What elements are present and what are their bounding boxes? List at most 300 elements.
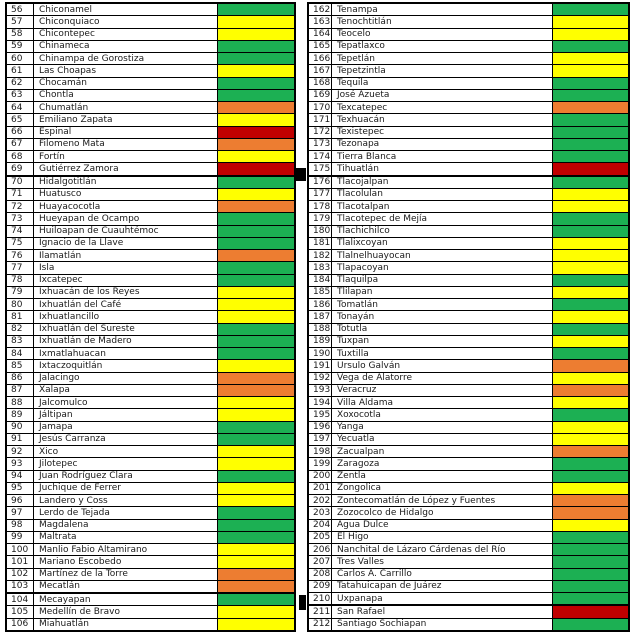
table-row [309, 543, 628, 555]
table-row [7, 543, 294, 555]
status-cell [553, 385, 628, 396]
municipality-name: Tuxtilla [332, 348, 553, 359]
row-number: 106 [7, 619, 34, 630]
table-row [7, 113, 294, 125]
row-number: 166 [309, 53, 332, 64]
municipality-name: Jesús Carranza [34, 434, 218, 445]
table-row [309, 200, 628, 212]
municipality-name: Ignacio de la Llave [34, 238, 218, 249]
table-row [309, 249, 628, 261]
row-number: 94 [7, 471, 34, 482]
table-row [309, 396, 628, 408]
table-row [309, 101, 628, 113]
municipality-name: Ixhuatlán del Café [34, 299, 218, 310]
status-cell [218, 287, 294, 298]
row-number: 95 [7, 483, 34, 494]
status-cell [553, 163, 628, 174]
table-row [309, 212, 628, 224]
status-cell [218, 163, 294, 174]
table-row [309, 77, 628, 89]
status-cell [218, 139, 294, 150]
table-row [309, 470, 628, 482]
table-junction-mark-bottom [299, 595, 306, 610]
table-row [7, 470, 294, 482]
municipality-name: Vega de Alatorre [332, 373, 553, 384]
municipality-name: San Rafael [332, 606, 553, 617]
status-cell [218, 226, 294, 237]
row-number: 205 [309, 532, 332, 543]
status-cell [218, 262, 294, 273]
table-row [7, 200, 294, 212]
status-cell [553, 287, 628, 298]
table-row [7, 519, 294, 531]
row-number: 209 [309, 581, 332, 592]
status-cell [218, 336, 294, 347]
status-cell [218, 569, 294, 580]
row-number: 187 [309, 311, 332, 322]
table-row [309, 261, 628, 273]
municipality-name: Tres Valles [332, 556, 553, 567]
row-number: 56 [7, 4, 34, 15]
status-cell [218, 311, 294, 322]
row-number: 189 [309, 336, 332, 347]
status-cell [553, 114, 628, 125]
status-cell [553, 90, 628, 101]
row-number: 101 [7, 556, 34, 567]
row-number: 199 [309, 458, 332, 469]
municipality-name: Maltrata [34, 532, 218, 543]
status-cell [553, 606, 628, 617]
municipality-name: Tuxpan [332, 336, 553, 347]
table-row [7, 555, 294, 567]
municipality-name: Tepatlaxco [332, 41, 553, 52]
municipality-name: Teocelo [332, 29, 553, 40]
row-number: 200 [309, 471, 332, 482]
status-cell [218, 397, 294, 408]
status-cell [218, 53, 294, 64]
status-cell [553, 275, 628, 286]
status-cell [553, 4, 628, 15]
status-cell [553, 446, 628, 457]
row-number: 206 [309, 544, 332, 555]
status-cell [553, 29, 628, 40]
row-number: 204 [309, 520, 332, 531]
table-row [7, 126, 294, 138]
municipality-name: Ixhuatlán de Madero [34, 336, 218, 347]
status-cell [218, 594, 294, 605]
municipality-name: Villa Aldama [332, 397, 553, 408]
municipality-name: Xoxocotla [332, 409, 553, 420]
row-number: 99 [7, 532, 34, 543]
table-row [309, 433, 628, 445]
row-number: 185 [309, 287, 332, 298]
municipality-name: Tlachichilco [332, 226, 553, 237]
row-number: 174 [309, 151, 332, 162]
row-number: 87 [7, 385, 34, 396]
row-number: 203 [309, 507, 332, 518]
status-cell [553, 532, 628, 543]
row-number: 211 [309, 606, 332, 617]
status-cell [218, 177, 294, 188]
status-cell [218, 532, 294, 543]
row-number: 202 [309, 495, 332, 506]
status-cell [553, 324, 628, 335]
table-row [7, 506, 294, 518]
status-cell [553, 238, 628, 249]
municipality-table-right [307, 2, 630, 632]
municipality-name: Chiconquiaco [34, 16, 218, 27]
municipality-name: Zaragoza [332, 458, 553, 469]
table-row [7, 175, 294, 188]
municipality-name: Gutiérrez Zamora [34, 163, 218, 174]
municipality-name: Las Choapas [34, 65, 218, 76]
status-cell [553, 139, 628, 150]
status-cell [553, 495, 628, 506]
municipality-table-left [5, 2, 296, 632]
status-cell [218, 275, 294, 286]
municipality-name: Tlapacoyan [332, 262, 553, 273]
table-row [7, 347, 294, 359]
table-row [309, 421, 628, 433]
row-number: 163 [309, 16, 332, 27]
row-number: 62 [7, 78, 34, 89]
table-row [309, 347, 628, 359]
municipality-name: Hueyapan de Ocampo [34, 213, 218, 224]
status-cell [218, 78, 294, 89]
municipality-name: Ixtaczoquitlán [34, 360, 218, 371]
table-row [309, 237, 628, 249]
table-row [309, 113, 628, 125]
row-number: 105 [7, 606, 34, 617]
status-cell [218, 41, 294, 52]
municipality-name: Tepetlán [332, 53, 553, 64]
row-number: 176 [309, 177, 332, 188]
status-cell [218, 495, 294, 506]
row-number: 169 [309, 90, 332, 101]
status-cell [553, 483, 628, 494]
municipality-name: Tlalnelhuayocan [332, 250, 553, 261]
status-cell [553, 16, 628, 27]
municipality-name: Texcatepec [332, 102, 553, 113]
table-row [309, 592, 628, 604]
row-number: 167 [309, 65, 332, 76]
status-cell [218, 4, 294, 15]
municipality-name: Ilamatlán [34, 250, 218, 261]
municipality-name: Totutla [332, 324, 553, 335]
row-number: 97 [7, 507, 34, 518]
row-number: 162 [309, 4, 332, 15]
row-number: 69 [7, 163, 34, 174]
table-row [7, 618, 294, 630]
table-row [309, 531, 628, 543]
row-number: 208 [309, 569, 332, 580]
row-number: 193 [309, 385, 332, 396]
table-row [309, 506, 628, 518]
row-number: 75 [7, 238, 34, 249]
row-number: 172 [309, 127, 332, 138]
municipality-name: Ixhuatlán del Sureste [34, 324, 218, 335]
row-number: 207 [309, 556, 332, 567]
status-cell [553, 127, 628, 138]
status-cell [553, 434, 628, 445]
municipality-name: Tatahuicapan de Juárez [332, 581, 553, 592]
table-row [309, 372, 628, 384]
municipality-name: Chiconamel [34, 4, 218, 15]
row-number: 85 [7, 360, 34, 371]
municipality-name: Chontla [34, 90, 218, 101]
row-number: 186 [309, 299, 332, 310]
table-row [309, 445, 628, 457]
status-cell [553, 422, 628, 433]
status-cell [553, 250, 628, 261]
row-number: 192 [309, 373, 332, 384]
municipality-name: Uxpanapa [332, 593, 553, 604]
status-cell [218, 299, 294, 310]
row-number: 196 [309, 422, 332, 433]
status-cell [553, 262, 628, 273]
table-row [7, 150, 294, 162]
table-row [7, 40, 294, 52]
municipality-name: Medellín de Bravo [34, 606, 218, 617]
table-row [309, 298, 628, 310]
status-cell [553, 556, 628, 567]
row-number: 74 [7, 226, 34, 237]
table-row [309, 126, 628, 138]
table-row [7, 52, 294, 64]
table-row [309, 408, 628, 420]
municipality-name: Mariano Escobedo [34, 556, 218, 567]
table-row [309, 15, 628, 27]
table-row [7, 310, 294, 322]
status-cell [553, 373, 628, 384]
municipality-name: Martínez de la Torre [34, 569, 218, 580]
municipality-name: Yanga [332, 422, 553, 433]
status-cell [218, 507, 294, 518]
municipality-name: Texhuacán [332, 114, 553, 125]
municipality-name: Tenampa [332, 4, 553, 15]
table-row [7, 372, 294, 384]
status-cell [218, 619, 294, 630]
status-cell [218, 189, 294, 200]
table-row [7, 286, 294, 298]
row-number: 58 [7, 29, 34, 40]
table-row [7, 457, 294, 469]
status-cell [553, 348, 628, 359]
status-cell [553, 569, 628, 580]
row-number: 66 [7, 127, 34, 138]
municipality-name: Espinal [34, 127, 218, 138]
table-row [7, 408, 294, 420]
status-cell [218, 422, 294, 433]
status-cell [218, 446, 294, 457]
table-row [309, 150, 628, 162]
table-row [7, 77, 294, 89]
municipality-name: Mecatlán [34, 581, 218, 592]
status-cell [218, 29, 294, 40]
table-row [309, 274, 628, 286]
row-number: 179 [309, 213, 332, 224]
table-row [309, 568, 628, 580]
table-row [7, 421, 294, 433]
status-cell [553, 151, 628, 162]
table-row [7, 274, 294, 286]
status-cell [218, 360, 294, 371]
table-row [309, 28, 628, 40]
municipality-name: Jáltipan [34, 409, 218, 420]
table-row [7, 335, 294, 347]
status-cell [218, 238, 294, 249]
status-cell [218, 409, 294, 420]
table-row [309, 359, 628, 371]
status-cell [218, 90, 294, 101]
status-cell [553, 471, 628, 482]
row-number: 73 [7, 213, 34, 224]
status-cell [218, 483, 294, 494]
row-number: 170 [309, 102, 332, 113]
table-row [309, 52, 628, 64]
municipality-name: El Higo [332, 532, 553, 543]
table-row [7, 433, 294, 445]
status-cell [553, 102, 628, 113]
municipality-name: Ixhuacán de los Reyes [34, 287, 218, 298]
table-row [7, 605, 294, 617]
municipality-name: Lerdo de Tejada [34, 507, 218, 518]
status-cell [218, 581, 294, 592]
row-number: 190 [309, 348, 332, 359]
table-row [7, 261, 294, 273]
municipality-name: Xalapa [34, 385, 218, 396]
row-number: 195 [309, 409, 332, 420]
row-number: 175 [309, 163, 332, 174]
row-number: 79 [7, 287, 34, 298]
table-row [309, 4, 628, 15]
row-number: 191 [309, 360, 332, 371]
status-cell [553, 458, 628, 469]
municipality-name: Tlacotepec de Mejía [332, 213, 553, 224]
status-cell [553, 41, 628, 52]
municipality-name: Landero y Coss [34, 495, 218, 506]
status-cell [218, 458, 294, 469]
table-row [309, 64, 628, 76]
row-number: 171 [309, 114, 332, 125]
row-number: 81 [7, 311, 34, 322]
status-cell [218, 102, 294, 113]
municipality-name: Jalcomulco [34, 397, 218, 408]
table-row [309, 519, 628, 531]
status-cell [553, 360, 628, 371]
municipality-name: Mecayapan [34, 594, 218, 605]
status-cell [553, 544, 628, 555]
row-number: 90 [7, 422, 34, 433]
table-row [309, 482, 628, 494]
row-number: 78 [7, 275, 34, 286]
row-number: 70 [7, 177, 34, 188]
status-cell [218, 606, 294, 617]
municipality-name: Ixmatlahuacan [34, 348, 218, 359]
municipality-name: Magdalena [34, 520, 218, 531]
table-row [7, 101, 294, 113]
row-number: 72 [7, 201, 34, 212]
status-cell [218, 65, 294, 76]
row-number: 89 [7, 409, 34, 420]
row-number: 65 [7, 114, 34, 125]
table-junction-mark-top [295, 168, 306, 181]
row-number: 164 [309, 29, 332, 40]
table-row [7, 396, 294, 408]
municipality-name: Huatusco [34, 189, 218, 200]
municipality-name: Nanchital de Lázaro Cárdenas del Río [332, 544, 553, 555]
status-cell [218, 16, 294, 27]
row-number: 80 [7, 299, 34, 310]
row-number: 84 [7, 348, 34, 359]
table-row [309, 188, 628, 200]
row-number: 98 [7, 520, 34, 531]
row-number: 61 [7, 65, 34, 76]
status-cell [218, 324, 294, 335]
status-cell [553, 53, 628, 64]
status-cell [553, 177, 628, 188]
table-row [7, 445, 294, 457]
municipality-name: Tepetzintla [332, 65, 553, 76]
status-cell [553, 397, 628, 408]
table-row [309, 286, 628, 298]
status-cell [218, 373, 294, 384]
status-cell [218, 250, 294, 261]
table-row [7, 162, 294, 174]
municipality-name: Tihuatlán [332, 163, 553, 174]
table-row [7, 28, 294, 40]
row-number: 82 [7, 324, 34, 335]
table-row [7, 225, 294, 237]
municipality-name: Juchique de Ferrer [34, 483, 218, 494]
row-number: 71 [7, 189, 34, 200]
status-cell [218, 213, 294, 224]
status-cell [218, 434, 294, 445]
table-row [7, 323, 294, 335]
table-row [7, 89, 294, 101]
table-row [309, 494, 628, 506]
municipality-name: Tonayán [332, 311, 553, 322]
row-number: 184 [309, 275, 332, 286]
municipality-name: Chinampa de Gorostiza [34, 53, 218, 64]
status-cell [218, 544, 294, 555]
municipality-name: Zentla [332, 471, 553, 482]
status-cell [553, 507, 628, 518]
table-row [7, 188, 294, 200]
municipality-name: Emiliano Zapata [34, 114, 218, 125]
table-row [7, 138, 294, 150]
row-number: 77 [7, 262, 34, 273]
row-number: 64 [7, 102, 34, 113]
municipality-name: Jalacingo [34, 373, 218, 384]
table-row [309, 555, 628, 567]
table-row [309, 175, 628, 188]
table-row [7, 249, 294, 261]
row-number: 178 [309, 201, 332, 212]
row-number: 96 [7, 495, 34, 506]
table-row [309, 162, 628, 174]
municipality-name: Zontecomatlán de López y Fuentes [332, 495, 553, 506]
municipality-name: José Azueta [332, 90, 553, 101]
table-row [309, 225, 628, 237]
municipality-name: Veracruz [332, 385, 553, 396]
municipality-name: Ursulo Galván [332, 360, 553, 371]
table-row [309, 580, 628, 592]
status-cell [553, 409, 628, 420]
municipality-name: Chocamán [34, 78, 218, 89]
status-cell [218, 471, 294, 482]
municipality-name: Chinameca [34, 41, 218, 52]
